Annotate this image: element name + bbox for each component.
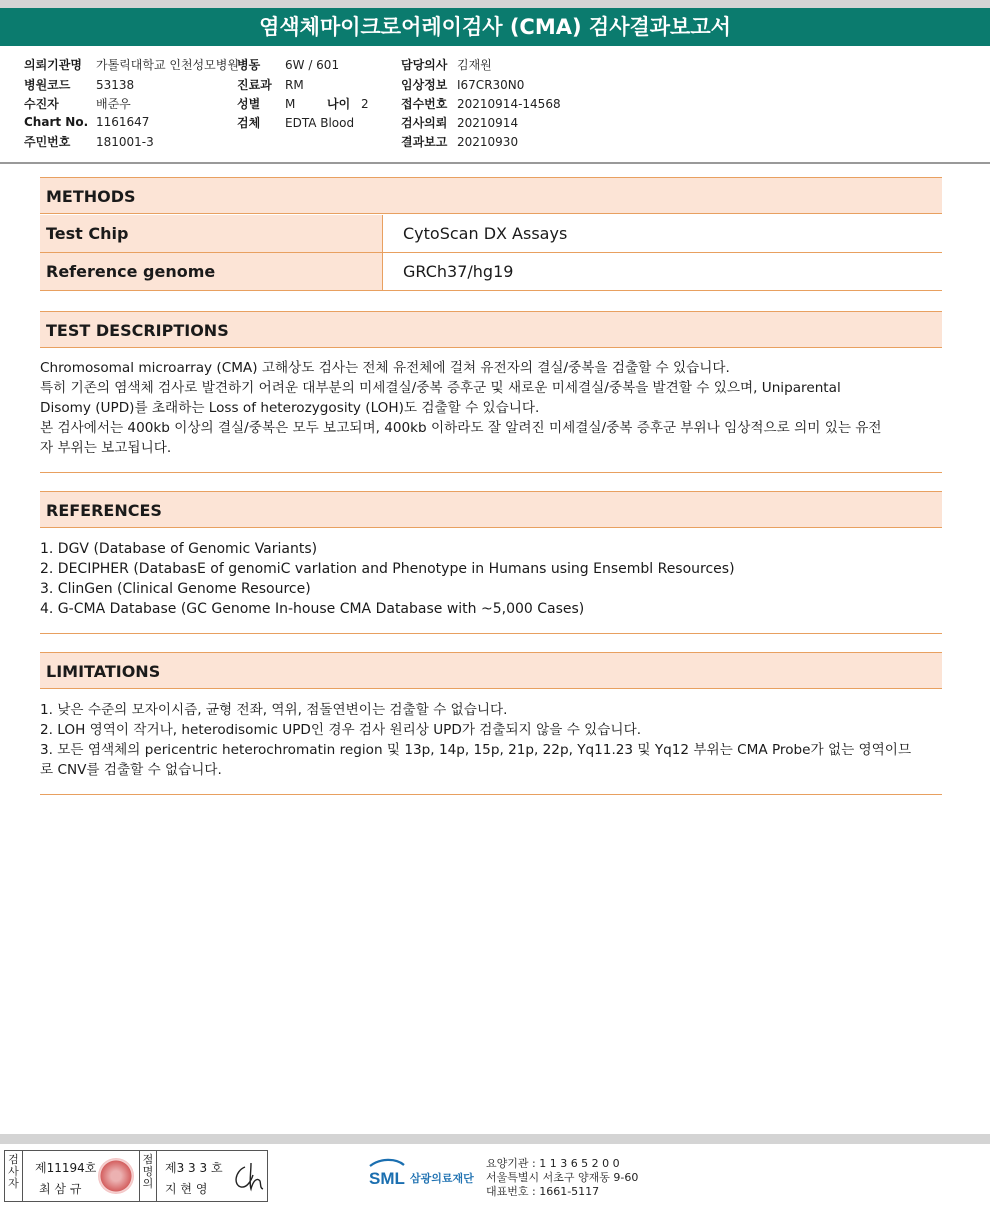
field-value: 배준우 [96,97,131,111]
field-label: 주민번호 [24,135,71,149]
logo-mark-text: SML [369,1169,405,1188]
header-row [237,76,304,93]
field-label: 의뢰기관명 [24,58,82,72]
limitations-list [40,700,942,780]
header-row [24,115,149,129]
field-value: 1161647 [96,115,150,129]
examiner-number: 제11194호 [35,1161,97,1175]
reference-item: 4. G-CMA Database (GC Genome In-house CMA Database with ~5,000 Cases) [40,601,585,617]
top-rule [0,0,990,8]
field-value: I67CR30N0 [457,78,525,92]
field-label: 결과보고 [401,135,448,149]
field-label: 성별 [237,97,261,111]
field-label: 검체 [237,116,261,130]
field-value: 가톨릭대학교 인천성모병원 [96,58,239,72]
limitation-item: 1. 낮은 수준의 모자이시즘, 균형 전좌, 역위, 점돌연변이는 검출할 수 없습니다. [40,702,508,718]
header-row [24,133,154,150]
methods-heading: METHODS [40,177,942,214]
limitation-item: 로 CNV를 검출할 수 없습니다. [40,762,222,778]
age-value: 2 [361,97,369,111]
test-descriptions-body [40,358,942,458]
age-label: 나이 [327,97,351,111]
organization-info [486,1157,638,1199]
header-row [237,56,339,73]
report-title: 염색체마이크로어레이검사 (CMA) 검사결과보고서 [0,8,990,46]
org-info-line: 대표번호 : 1661-5117 [486,1185,600,1198]
methods-row [40,215,942,253]
header-row [401,95,561,112]
header-row [237,95,295,112]
field-label: 담당의사 [401,58,448,72]
limitation-item: 2. LOH 영역이 작거나, heterodisomic UPD인 경우 검사 원리상 UPD가 검출되지 않을 수 있습니다. [40,722,642,738]
references-heading: REFERENCES [40,491,942,528]
field-value: EDTA Blood [285,116,355,130]
methods-value: GRCh37/hg19 [403,262,514,281]
field-label: 병동 [237,58,261,72]
red-seal-stamp [98,1158,134,1194]
sml-logo-mark [366,1157,408,1193]
limitation-item: 3. 모든 염색체의 pericentric heterochromatin region 및 13p, 14p, 15p, 21p, 22p, Yq11.23 및 Yq12 부위는 CMA Probe가 없는 영역이므 [40,742,912,758]
field-value: 20210930 [457,135,519,149]
reference-item: 1. DGV (Database of Genomic Variants) [40,541,318,557]
field-label: 임상정보 [401,78,448,92]
field-value: 6W / 601 [285,58,340,72]
description-line: 특히 기존의 염색체 검사로 발견하기 어려운 대부분의 미세결실/중복 증후군 및 새로운 미세결실/중복을 발견할 수 있으며, Uniparental [40,380,841,396]
header-row [327,95,369,112]
field-value: M [285,97,296,111]
org-info-line: 요양기관 : 1 1 3 6 5 2 0 0 [486,1157,620,1170]
description-line: Chromosomal microarray (CMA) 고해상도 검사는 전체 유전체에 걸쳐 유전자의 결실/중복을 검출할 수 있습니다. [40,360,730,376]
logo-name: 삼광의료재단 [410,1172,474,1185]
field-value: 53138 [96,78,135,92]
doctor-label: 점명의 [139,1151,157,1201]
field-label: 병원코드 [24,78,71,92]
description-line: 본 검사에서는 400kb 이상의 결실/중복은 모두 보고되며, 400kb 이하라도 잘 알려진 미세결실/중복 증후군 부위나 임상적으로 의미 있는 유전 [40,420,882,436]
header-row [401,133,518,150]
patient-header [0,52,990,162]
org-info-line: 서울특별시 서초구 양재동 9-60 [486,1171,639,1184]
footer-rule [0,1134,990,1144]
field-value: RM [285,78,304,92]
section-divider [40,633,942,634]
description-line: Disomy (UPD)를 초래하는 Loss of heterozygosity (LOH)도 검출할 수 있습니다. [40,400,540,416]
field-value: 김재원 [457,58,492,72]
field-value: 20210914 [457,116,519,130]
field-label: Chart No. [24,115,89,129]
examiner-label: 검사자 [5,1151,23,1201]
header-row [24,56,239,73]
field-value: 20210914-14568 [457,97,561,111]
doctor-number: 제3 3 3 호 [165,1161,223,1175]
header-row [401,56,492,73]
field-value: 181001-3 [96,135,154,149]
field-label: 접수번호 [401,97,448,111]
field-label: 검사의뢰 [401,116,448,130]
sml-logo [366,1157,408,1197]
header-row [237,114,354,131]
description-line: 자 부위는 보고됩니다. [40,440,172,456]
field-label: 수진자 [24,97,59,111]
signature-box [4,1150,268,1202]
methods-key: Test Chip [40,215,383,252]
section-divider [40,472,942,473]
handwritten-signature [231,1157,265,1195]
reference-item: 3. ClinGen (Clinical Genome Resource) [40,581,311,597]
field-label: 진료과 [237,78,272,92]
references-list [40,539,942,619]
header-row [24,76,134,93]
methods-key: Reference genome [40,253,383,290]
methods-value: CytoScan DX Assays [403,224,568,243]
header-row [24,95,131,112]
reference-item: 2. DECIPHER (DatabasE of genomiC varIation and Phenotype in Humans using Ensembl Resources) [40,561,735,577]
examiner-name: 최 삼 규 [39,1182,82,1196]
section-divider [40,794,942,795]
header-row [401,114,518,131]
doctor-name: 지 현 영 [165,1182,208,1196]
header-row [401,76,524,93]
test-descriptions-heading: TEST DESCRIPTIONS [40,311,942,348]
methods-row [40,253,942,291]
header-divider [0,162,990,164]
limitations-heading: LIMITATIONS [40,652,942,689]
